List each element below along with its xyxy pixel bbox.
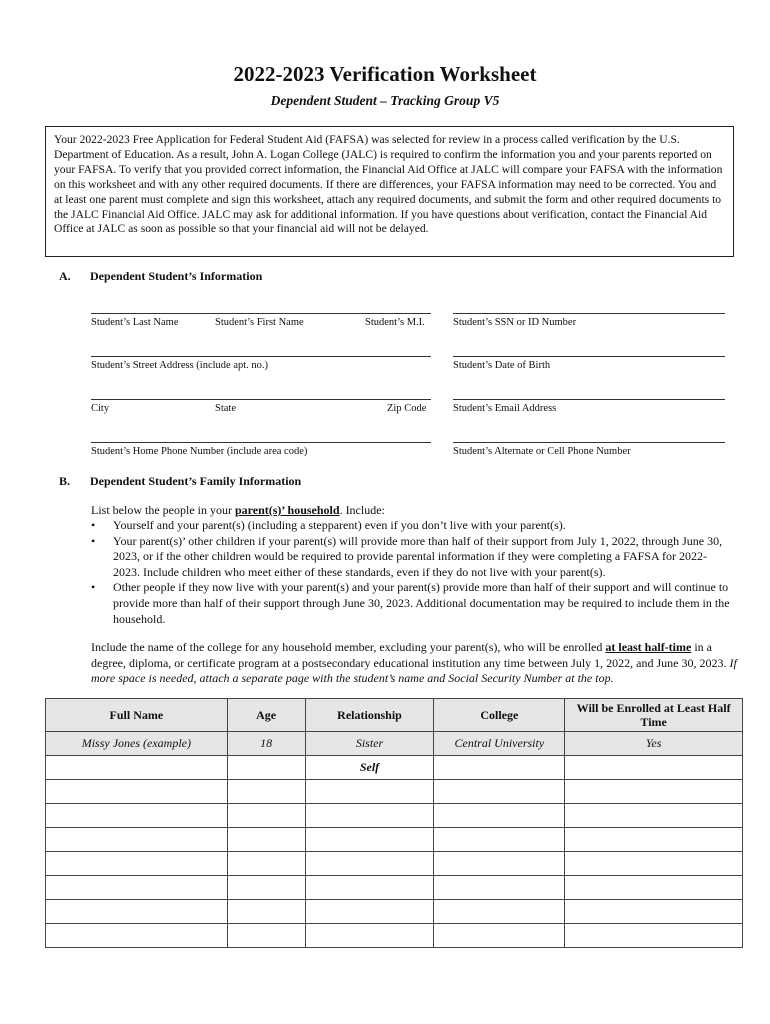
alt-phone-line[interactable] [453,442,725,443]
cell-college[interactable] [434,780,565,804]
cell-relationship[interactable] [305,780,434,804]
worksheet-title: 2022-2023 Verification Worksheet [233,62,537,86]
table-row [46,756,743,780]
cell-age[interactable] [227,780,305,804]
cell-age[interactable] [227,852,305,876]
cell-college[interactable] [434,876,565,900]
mi-label: Student’s M.I. [365,317,425,328]
cell-full-name[interactable] [46,804,228,828]
example-age: 18 [227,732,305,756]
cell-half-time[interactable] [565,852,743,876]
street-field-line[interactable] [91,356,431,357]
cell-college[interactable] [434,852,565,876]
cell-full-name[interactable] [46,876,228,900]
email-label: Student’s Email Address [453,403,557,414]
street-label: Student’s Street Address (include apt. no.) [91,360,269,371]
cell-half-time[interactable] [565,924,743,948]
college-note-text: Include the name of the college for any household member, excluding your parent(s), who will be enrolled [91,640,606,654]
cell-college[interactable] [434,900,565,924]
example-college: Central University [434,732,565,756]
zip-label: Zip Code [387,403,427,414]
table-row [46,900,743,924]
example-half-time: Yes [565,732,743,756]
cell-college[interactable] [434,804,565,828]
cell-relationship[interactable] [305,876,434,900]
table-row [46,924,743,948]
section-title: Dependent Student’s Information [90,269,263,283]
cell-half-time[interactable] [565,900,743,924]
cell-full-name[interactable] [46,924,228,948]
city-state-zip-line[interactable] [91,399,431,400]
example-name: Missy Jones (example) [46,732,228,756]
table-row [46,876,743,900]
example-row [46,732,743,756]
household-bullets [91,518,731,627]
college-note [91,640,739,687]
cell-college[interactable] [434,756,565,780]
table-header-row [46,699,743,732]
cell-relationship[interactable] [305,924,434,948]
half-time-emphasis: at least half-time [605,640,692,654]
email-field-line[interactable] [453,399,725,400]
col-header-relationship: Relationship [305,699,434,732]
cell-age[interactable] [227,900,305,924]
cell-relationship[interactable] [305,852,434,876]
cell-full-name[interactable] [46,780,228,804]
cell-full-name[interactable] [46,852,228,876]
dob-label: Student’s Date of Birth [453,360,551,371]
intro-text-end: . Include: [339,503,385,517]
col-header-age: Age [227,699,305,732]
household-table [45,698,743,948]
ssn-field-line[interactable] [453,313,725,314]
city-label: City [91,403,110,414]
cell-half-time[interactable] [565,804,743,828]
cell-full-name[interactable] [46,756,228,780]
cell-age[interactable] [227,876,305,900]
cell-full-name[interactable] [46,900,228,924]
cell-age[interactable] [227,924,305,948]
last-name-label: Student’s Last Name [91,317,179,328]
college-note-italic: If more space is needed, attach a separate page with the student’s name and Social Security Number at the top. [91,655,737,686]
ssn-label: Student’s SSN or ID Number [453,317,577,328]
table-row [46,852,743,876]
cell-relationship-self: Self [305,756,434,780]
cell-age[interactable] [227,804,305,828]
bullet-item: • Other people if they now live with your parent(s) and your parent(s) provide more than half of their support and will continue to provide more than half of their support through June 30, 2023. Additional documentation may be required to include them in the household. [91,580,731,627]
example-relationship: Sister [305,732,434,756]
table-row [46,804,743,828]
cell-relationship[interactable] [305,900,434,924]
intro-box: Your 2022-2023 Free Application for Federal Student Aid (FAFSA) was selected for review in a process called verification by the U.S. Department of Education. As a result, John A. Logan College (JALC) is required to confirm the information you and your parents reported on your FAFSA. To verify that you provided correct information, the Financial Aid Office at JALC will compare your FAFSA with the information on this worksheet and with any other required documents. If there are differences, your FAFSA information may need to be corrected. You and at least one parent must complete and sign this worksheet, attach any required documents, and submit the form and other required documents to the JALC Financial Aid Office. JALC may ask for additional information. If you have questions about verification, contact the Financial Aid Office at JALC as soon as possible so that your financial aid will not be delayed. [45,126,734,257]
cell-full-name[interactable] [46,828,228,852]
section-title: Dependent Student’s Family Information [90,474,302,488]
cell-age[interactable] [227,756,305,780]
col-header-full-name: Full Name [46,699,228,732]
college-note-text-2: in a degree, diploma, or certificate program at a postsecondary educational institution any time between July 1, 2022, and June 30, 2023. [91,640,730,670]
table-row [46,780,743,804]
dob-field-line[interactable] [453,356,725,357]
cell-relationship[interactable] [305,804,434,828]
cell-age[interactable] [227,828,305,852]
first-name-label: Student’s First Name [215,317,304,328]
home-phone-label: Student’s Home Phone Number (include area code) [91,446,308,457]
section-letter: A. [59,269,71,283]
alt-phone-label: Student’s Alternate or Cell Phone Number [453,446,631,457]
cell-half-time[interactable] [565,756,743,780]
name-field-line[interactable] [91,313,431,314]
bullet-item: • Yourself and your parent(s) (including a stepparent) even if you don’t live with your parent(s). [91,518,731,534]
section-letter: B. [59,474,71,488]
intro-text: List below the people in your [91,503,235,517]
worksheet-subtitle: Dependent Student – Tracking Group V5 [270,93,500,108]
table-row [46,828,743,852]
cell-half-time[interactable] [565,828,743,852]
col-header-half-time: Will be Enrolled at Least Half Time [565,699,743,732]
cell-college[interactable] [434,924,565,948]
home-phone-line[interactable] [91,442,431,443]
col-header-college: College [434,699,565,732]
cell-half-time[interactable] [565,876,743,900]
state-label: State [215,403,236,414]
cell-half-time[interactable] [565,780,743,804]
household-intro [91,503,731,519]
household-emphasis: parent(s)’ household [234,503,340,517]
cell-college[interactable] [434,828,565,852]
cell-relationship[interactable] [305,828,434,852]
bullet-item: • Your parent(s)’ other children if your parent(s) will provide more than half of their support from July 1, 2022, through June 30, 2023, or if the other children would be required to provide parental information if they were completing a FAFSA for 2022-2023. Include children who meet either of these standards, even if they do not live with your parent(s). [91,534,731,581]
